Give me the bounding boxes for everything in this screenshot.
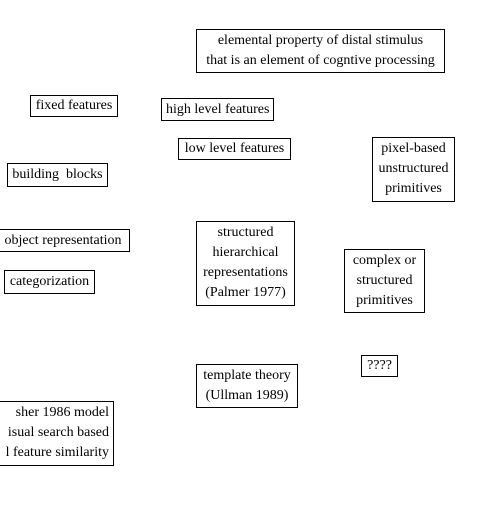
elemental-property-box [196, 29, 445, 73]
unknown-box [361, 355, 398, 377]
box-line: (Ullman 1989) [205, 388, 289, 403]
box-line: sher 1986 model [15, 405, 109, 420]
box-line: primitives [356, 293, 413, 308]
building-blocks-box [7, 163, 108, 187]
box-line: isual search based [7, 425, 109, 440]
structured-hierarchical-box [196, 221, 295, 306]
template-theory-box [196, 364, 298, 408]
box-line: categorization [9, 274, 90, 289]
box-line: (Palmer 1977) [205, 285, 286, 300]
box-line: pixel-based [381, 141, 446, 156]
box-line: ???? [367, 358, 392, 373]
object-representation-box [0, 229, 130, 252]
box-line: unstructured [378, 161, 449, 176]
box-line: l feature similarity [5, 445, 109, 460]
box-line: object representation [4, 233, 122, 248]
box-line: fixed features [35, 98, 113, 113]
fisher-model-box [0, 401, 114, 466]
box-line: building blocks [12, 167, 103, 182]
box-line: template theory [203, 368, 291, 383]
low-level-features-box [178, 138, 291, 160]
box-line: elemental property of distal stimulus [217, 33, 424, 48]
box-line: structured [217, 225, 274, 240]
box-line: low level features [184, 141, 285, 156]
box-line: structured [356, 273, 413, 288]
box-line: primitives [385, 181, 442, 196]
box-line: that is an element of cogntive processing [206, 53, 435, 68]
fixed-features-box [30, 95, 118, 117]
box-line: complex or [352, 253, 417, 268]
categorization-box [4, 270, 95, 294]
box-line: high level features [166, 102, 270, 117]
box-line: representations [203, 265, 288, 280]
pixel-based-box [372, 137, 455, 202]
high-level-features-box [161, 98, 274, 121]
box-line: hierarchical [212, 245, 279, 260]
complex-structured-box [344, 249, 425, 313]
